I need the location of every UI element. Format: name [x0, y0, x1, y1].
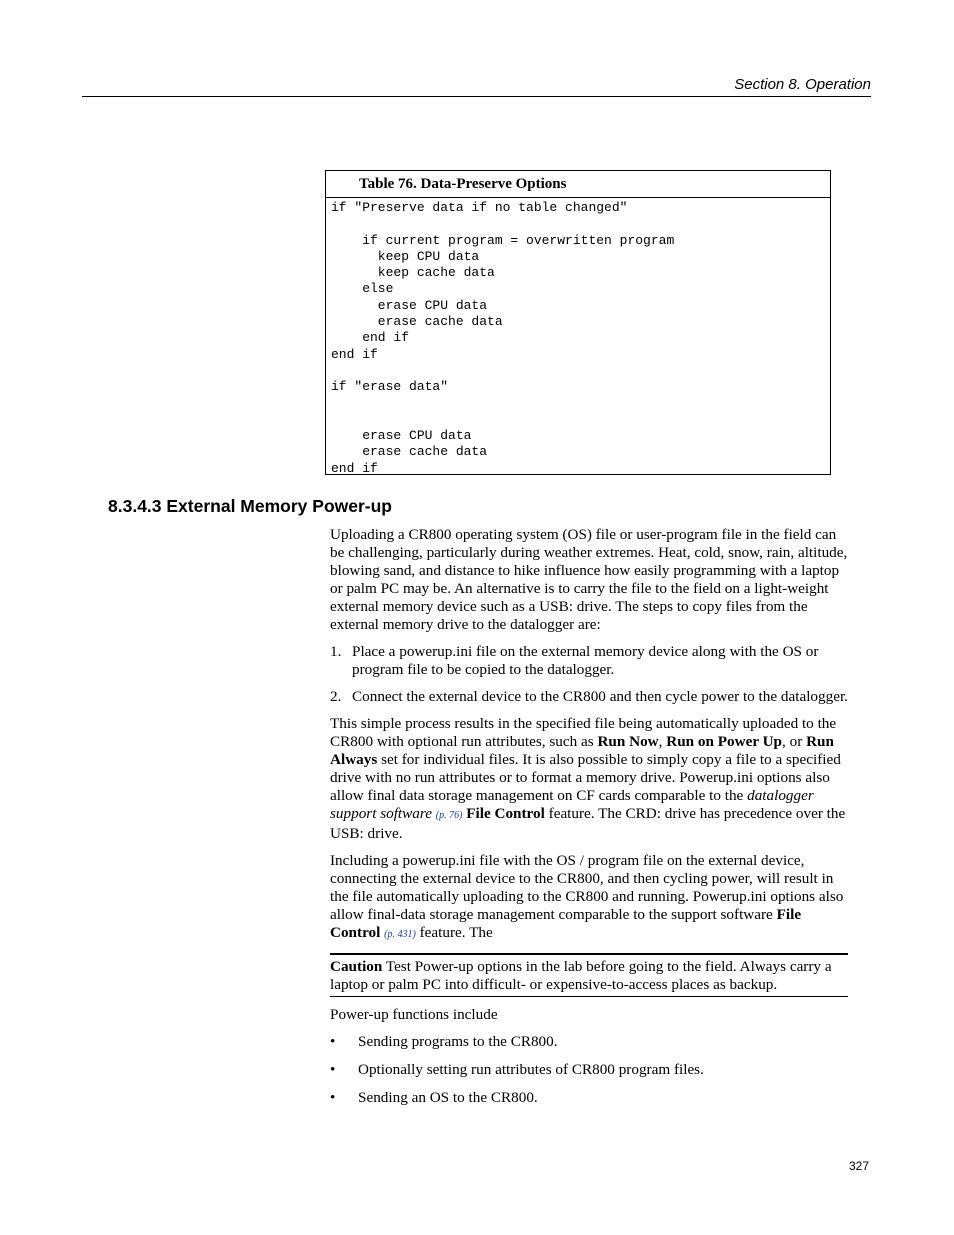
run-on-power-up-term: Run on Power Up — [666, 733, 783, 750]
bullet-icon: • — [330, 1089, 336, 1106]
step-number: 1. — [330, 643, 342, 660]
step-number: 2. — [330, 688, 342, 705]
intro-paragraph: Uploading a CR800 operating system (OS) file or user-program file in the field can be challenging, particularly during weather extremes. Heat, cold, snow, rain, altitude, blowing sand, and distance to hike influence how easily programming with a laptop or palm PC may be. An alternative is to carry the file to the field on a light-weight external memory device such as a USB: drive. The steps to copy files from the external memory drive to the datalogger are: — [330, 526, 848, 633]
file-control-term: File Control — [466, 805, 545, 822]
data-preserve-table — [325, 170, 831, 475]
list-item: • Sending programs to the CR800. — [330, 1033, 558, 1050]
page-number: 327 — [848, 1159, 869, 1173]
file-control-term: File Control — [330, 906, 802, 941]
step-text: Place a powerup.ini file on the external memory device along with the OS or program file to be copied to the datalogger. — [352, 643, 819, 678]
running-header: Section 8. Operation — [82, 76, 871, 97]
process-paragraph: This simple process results in the specified file being automatically uploaded to the CR800 with optional run attributes, such as Run Now, Run on Power Up, or Run Always set for individual files. It is also possible to simply copy a file to a specified drive with no run attributes or to format a memory drive. Powerup.ini options also allow final data storage management on CF cards comparable to the datalogger support software (p. 76) File Control feature. The CRD: drive has precedence over the USB: drive. — [330, 715, 846, 842]
support-software-term: datalogger support software — [330, 787, 814, 822]
code-block: if "Preserve data if no table changed" if current program = overwritten program keep CPU data keep cache data else erase CPU data erase cache data end if end if if "erase data" erase CPU data erase cache data end if — [331, 200, 675, 476]
table-title: Table 76. Data-Preserve Options — [326, 171, 830, 198]
caution-text: Test Power-up options in the lab before going to the field. Always carry a laptop or palm PC into difficult- or expensive-to-access places as backup. — [330, 958, 832, 993]
section-body — [330, 526, 848, 1117]
step-item — [330, 688, 848, 706]
step-item — [330, 643, 848, 679]
run-always-term: Run Always — [330, 733, 834, 768]
caution-label: Caution — [330, 958, 383, 975]
page-reference-link[interactable]: (p. 76) — [435, 810, 463, 821]
bullet-icon: • — [330, 1061, 336, 1078]
list-item: • Optionally setting run attributes of CR800 program files. — [330, 1061, 704, 1078]
including-paragraph: Including a powerup.ini file with the OS / program file on the external device, connecting the external device to the CR800, and then cycling power, will result in the file automatically uploading to the CR800 and running. Powerup.ini options also allow final-data storage management comparable to the support software File Control (p. 431) feature. The — [330, 852, 844, 941]
page-reference-link[interactable]: (p. 431) — [384, 929, 416, 940]
run-now-term: Run Now — [597, 733, 659, 750]
step-text: Connect the external device to the CR800 and then cycle power to the datalogger. — [352, 688, 848, 705]
functions-list — [330, 1033, 848, 1107]
section-heading: 8.3.4.3 External Memory Power-up — [108, 496, 392, 516]
bullet-icon: • — [330, 1033, 336, 1050]
caution-box — [330, 953, 848, 997]
functions-intro: Power-up functions include — [330, 1006, 498, 1023]
list-item: • Sending an OS to the CR800. — [330, 1089, 538, 1106]
